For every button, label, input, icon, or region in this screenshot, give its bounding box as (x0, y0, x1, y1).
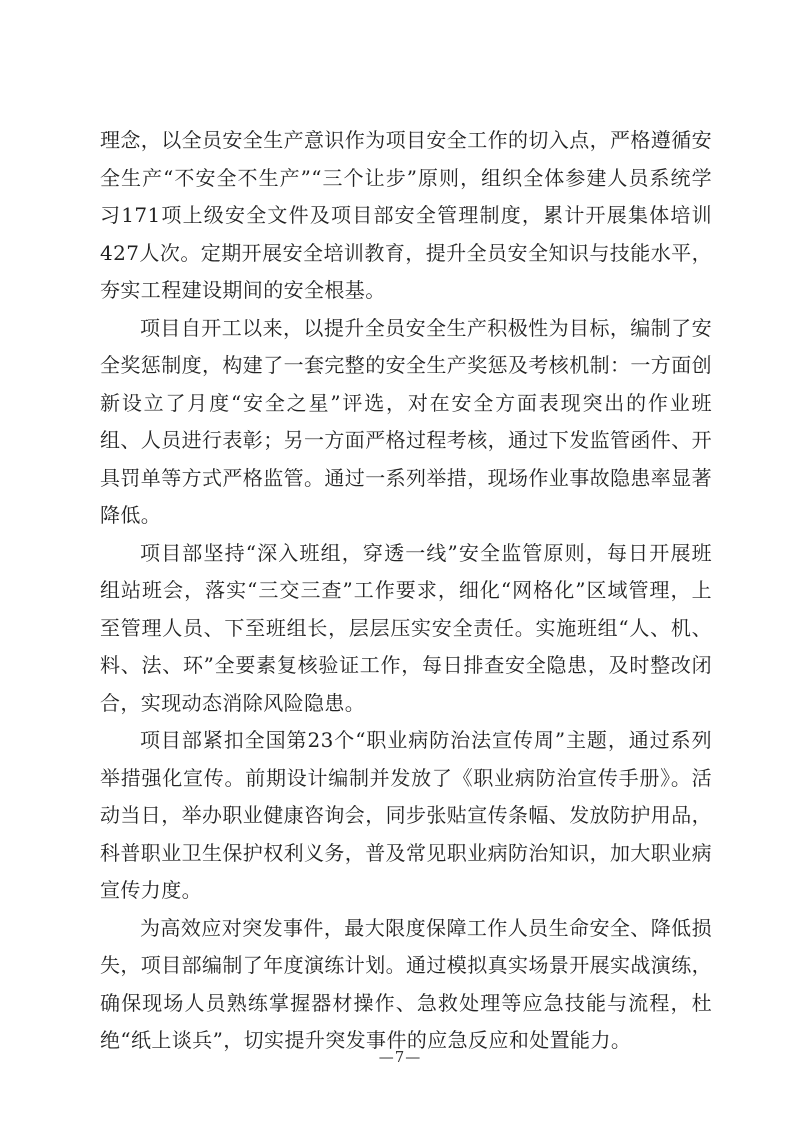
paragraph-emergency-drill: 为高效应对突发事件，最大限度保障工作人员生命安全、降低损失，项目部编制了年度演练计划。通过模拟真实场景开展实战演练，确保现场人员熟练掌握器材操作、急救处理等应急技能与流程，杜绝“纸上谈兵”，切实提升突发事件的应急反应和处置能力。 (100, 915, 712, 1052)
paragraph-continued: 理念，以全员安全生产意识作为项目安全工作的切入点，严格遵循安全生产“不安全不生产”“三个让步”原则，组织全体参建人员系统学习171项上级安全文件及项目部安全管理制度，累计开展集体培训427人次。定期开展安全培训教育，提升全员安全知识与技能水平，夯实工程建设期间的安全根基。 (100, 128, 712, 302)
paragraph-team-supervision: 项目部坚持“深入班组，穿透一线”安全监管原则，每日开展班组站班会，落实“三交三查”工作要求，细化“网格化”区域管理，上至管理人员、下至班组长，层层压实安全责任。实施班组“人、机、料、法、环”全要素复核验证工作，每日排查安全隐患，及时整改闭合，实现动态消除风险隐患。 (100, 540, 712, 715)
document-body (100, 122, 712, 1060)
page-number: —7— (378, 1048, 422, 1066)
paragraph-reward-system: 项目自开工以来，以提升全员安全生产积极性为目标，编制了安全奖惩制度，构建了一套完整的安全生产奖惩及考核机制：一方面创新设立了月度“安全之星”评选，对在安全方面表现突出的作业班组、人员进行表彰；另一方面严格过程考核，通过下发监管函件、开具罚单等方式严格监管。通过一系列举措，现场作业事故隐患率显著降低。 (100, 315, 712, 527)
paragraph-occupational-health: 项目部紧扣全国第23个“职业病防治法宣传周”主题，通过系列举措强化宣传。前期设计编制并发放了《职业病防治宣传手册》。活动当日，举办职业健康咨询会，同步张贴宣传条幅、发放防护用品，科普职业卫生保护权利义务，普及常见职业病防治知识，加大职业病宣传力度。 (100, 728, 712, 902)
